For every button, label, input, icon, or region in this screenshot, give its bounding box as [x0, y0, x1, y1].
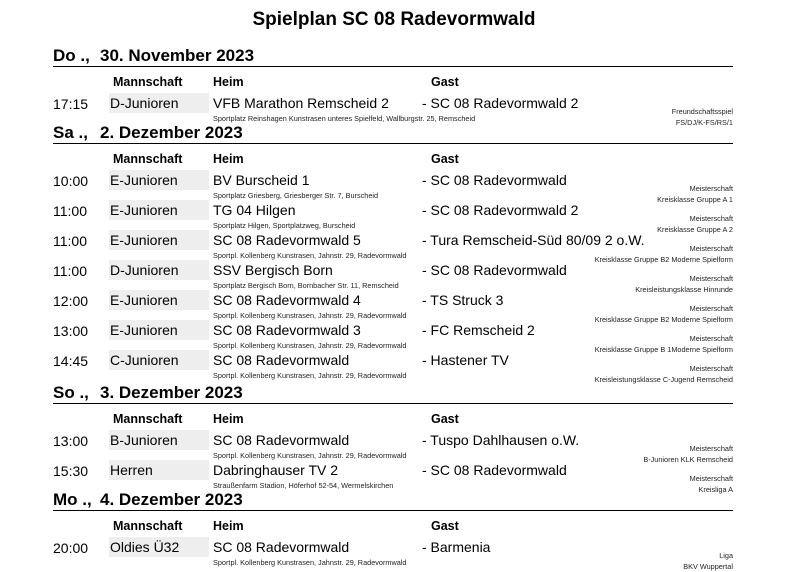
- day-of-week: So .,: [53, 383, 89, 402]
- day-header: [53, 123, 733, 144]
- competition-league: Kreisklasse Gruppe B 1Moderne Spielform: [594, 345, 733, 354]
- match-row: [53, 93, 733, 127]
- match-venue: Sportpl. Kollenberg Kunstrasen, Jahnstr. 29, Radevormwald: [213, 371, 407, 380]
- match-row: [53, 260, 733, 294]
- match-team: C-Junioren: [109, 350, 209, 370]
- column-header-home: Heim: [213, 75, 244, 89]
- match-row: [53, 290, 733, 324]
- match-home: TG 04 Hilgen: [213, 202, 296, 218]
- match-team: Herren: [109, 460, 209, 480]
- competition-type: Freundschaftsspiel: [671, 107, 733, 116]
- competition-type: Meisterschaft: [689, 474, 733, 483]
- day-section: [53, 46, 733, 127]
- match-time: 11:00: [53, 233, 87, 249]
- match-team: E-Junioren: [109, 200, 209, 220]
- competition-type: Meisterschaft: [689, 274, 733, 283]
- match-venue: Sportpl. Kollenberg Kunstrasen, Jahnstr. 29, Radevormwald: [213, 451, 407, 460]
- match-time: 20:00: [53, 540, 89, 556]
- day-section: [53, 490, 733, 571]
- match-guest: - Hastener TV: [422, 352, 509, 368]
- column-header-guest: Gast: [431, 152, 459, 166]
- competition-league: Kreisklasse Gruppe B2 Moderne Spielform: [594, 255, 733, 264]
- column-header-home: Heim: [213, 412, 244, 426]
- competition-type: Meisterschaft: [689, 184, 733, 193]
- competition-type: Meisterschaft: [689, 444, 733, 453]
- match-guest: - SC 08 Radevormwald: [422, 172, 567, 188]
- competition-league: FS/DJ/K-FS/RS/1: [675, 118, 733, 127]
- competition-type: Meisterschaft: [689, 304, 733, 313]
- competition-type: Meisterschaft: [689, 244, 733, 253]
- match-venue: Sportplatz Griesberg, Griesberger Str. 7, Burscheid: [213, 191, 379, 200]
- match-home: Dabringhauser TV 2: [213, 462, 339, 478]
- column-header-guest: Gast: [431, 75, 459, 89]
- competition-type: Meisterschaft: [689, 214, 733, 223]
- match-time: 13:00: [53, 323, 89, 339]
- match-time: 11:00: [53, 263, 87, 279]
- match-venue: Sportpl. Kollenberg Kunstrasen, Jahnstr. 29, Radevormwald: [213, 558, 407, 567]
- column-header-guest: Gast: [431, 412, 459, 426]
- match-row: [53, 230, 733, 264]
- match-row: [53, 170, 733, 204]
- match-venue: Sportpl. Kollenberg Kunstrasen, Jahnstr. 29, Radevormwald: [213, 311, 407, 320]
- day-section: [53, 383, 733, 494]
- match-competition: [595, 363, 733, 385]
- match-home: BV Burscheid 1: [213, 172, 310, 188]
- match-home: SC 08 Radevormwald: [213, 432, 350, 448]
- competition-type: Meisterschaft: [689, 334, 733, 343]
- match-home: SC 08 Radevormwald: [213, 539, 350, 555]
- column-headers: [53, 519, 733, 537]
- match-home: VFB Marathon Remscheid 2: [213, 95, 389, 111]
- competition-league: Kreisklasse Gruppe A 1: [657, 195, 733, 204]
- day-date: 30. November 2023: [100, 46, 255, 65]
- page-title: Spielplan SC 08 Radevormwald: [252, 9, 536, 30]
- competition-league: Kreisklasse Gruppe B2 Moderne Spielform: [594, 315, 733, 324]
- match-guest: - Tura Remscheid-Süd 80/09 2 o.W.: [422, 232, 645, 248]
- match-team: Oldies Ü32: [109, 537, 209, 557]
- match-competition: [683, 550, 733, 572]
- match-guest: - FC Remscheid 2: [422, 322, 535, 338]
- match-venue: Sportplatz Reinshagen Kunstrasen unteres Spielfeld, Wallburgstr. 25, Remscheid: [213, 114, 476, 123]
- match-home: SC 08 Radevormwald 3: [213, 322, 361, 338]
- column-header-home: Heim: [213, 519, 244, 533]
- day-header: [53, 46, 733, 67]
- match-venue: Sportpl. Kollenberg Kunstrasen, Jahnstr. 29, Radevormwald: [213, 341, 407, 350]
- day-date: 3. Dezember 2023: [100, 383, 243, 402]
- match-team: E-Junioren: [109, 290, 209, 310]
- match-time: 17:15: [53, 96, 89, 112]
- match-home: SSV Bergisch Born: [213, 262, 333, 278]
- match-row: [53, 430, 733, 464]
- match-guest: - Barmenia: [422, 539, 491, 555]
- match-row: [53, 460, 733, 494]
- match-venue: Sportplatz Bergisch Born, Bornbacher Str. 11, Remscheid: [213, 281, 399, 290]
- match-home: SC 08 Radevormwald 4: [213, 292, 361, 308]
- match-team: B-Junioren: [109, 430, 209, 450]
- match-time: 10:00: [53, 173, 89, 189]
- match-team: D-Junioren: [109, 93, 209, 113]
- match-time: 15:30: [53, 463, 89, 479]
- match-row: [53, 350, 733, 384]
- match-venue: Sportpl. Kollenberg Kunstrasen, Jahnstr. 29, Radevormwald: [213, 251, 407, 260]
- day-date: 2. Dezember 2023: [100, 123, 243, 142]
- match-time: 14:45: [53, 353, 89, 369]
- match-team: D-Junioren: [109, 260, 209, 280]
- match-venue: Sportplatz Hilgen, Sportplatzweg, Burscheid: [213, 221, 356, 230]
- match-guest: - SC 08 Radevormwald: [422, 462, 567, 478]
- match-time: 11:00: [53, 203, 87, 219]
- competition-type: Meisterschaft: [689, 364, 733, 373]
- match-time: 13:00: [53, 433, 89, 449]
- competition-league: BKV Wuppertal: [683, 562, 733, 571]
- match-guest: - Tuspo Dahlhausen o.W.: [422, 432, 580, 448]
- match-team: E-Junioren: [109, 230, 209, 250]
- match-guest: - SC 08 Radevormwald: [422, 262, 567, 278]
- match-guest: - SC 08 Radevormwald 2: [422, 202, 579, 218]
- day-header: [53, 490, 733, 511]
- match-home: SC 08 Radevormwald 5: [213, 232, 361, 248]
- column-header-guest: Gast: [431, 519, 459, 533]
- day-of-week: Do .,: [53, 46, 90, 65]
- match-team: E-Junioren: [109, 320, 209, 340]
- match-venue: Straußenfarm Stadion, Höferhof 52-54, Wermelskirchen: [213, 481, 394, 490]
- column-header-team: Mannschaft: [113, 519, 183, 533]
- match-guest: - SC 08 Radevormwald 2: [422, 95, 579, 111]
- match-row: [53, 537, 733, 571]
- day-header: [53, 383, 733, 404]
- competition-league: Kreisliga A: [698, 485, 733, 494]
- column-headers: [53, 412, 733, 430]
- column-headers: [53, 152, 733, 170]
- day-of-week: Mo .,: [53, 490, 92, 509]
- column-header-team: Mannschaft: [113, 412, 183, 426]
- column-header-home: Heim: [213, 152, 244, 166]
- match-row: [53, 200, 733, 234]
- competition-league: B-Junioren KLK Remscheid: [643, 455, 733, 464]
- column-headers: [53, 75, 733, 93]
- competition-league: Kreisleistungsklasse C-Jugend Remscheid: [594, 375, 733, 384]
- competition-type: Liga: [719, 551, 733, 560]
- match-guest: - TS Struck 3: [422, 292, 504, 308]
- day-section: [53, 123, 733, 384]
- column-header-team: Mannschaft: [113, 152, 183, 166]
- competition-league: Kreisleistungsklasse Hinrunde: [635, 285, 733, 294]
- match-team: E-Junioren: [109, 170, 209, 190]
- competition-league: Kreisklasse Gruppe A 2: [657, 225, 733, 234]
- match-time: 12:00: [53, 293, 89, 309]
- match-home: SC 08 Radevormwald: [213, 352, 350, 368]
- day-date: 4. Dezember 2023: [100, 490, 243, 509]
- match-row: [53, 320, 733, 354]
- day-of-week: Sa .,: [53, 123, 88, 142]
- column-header-team: Mannschaft: [113, 75, 183, 89]
